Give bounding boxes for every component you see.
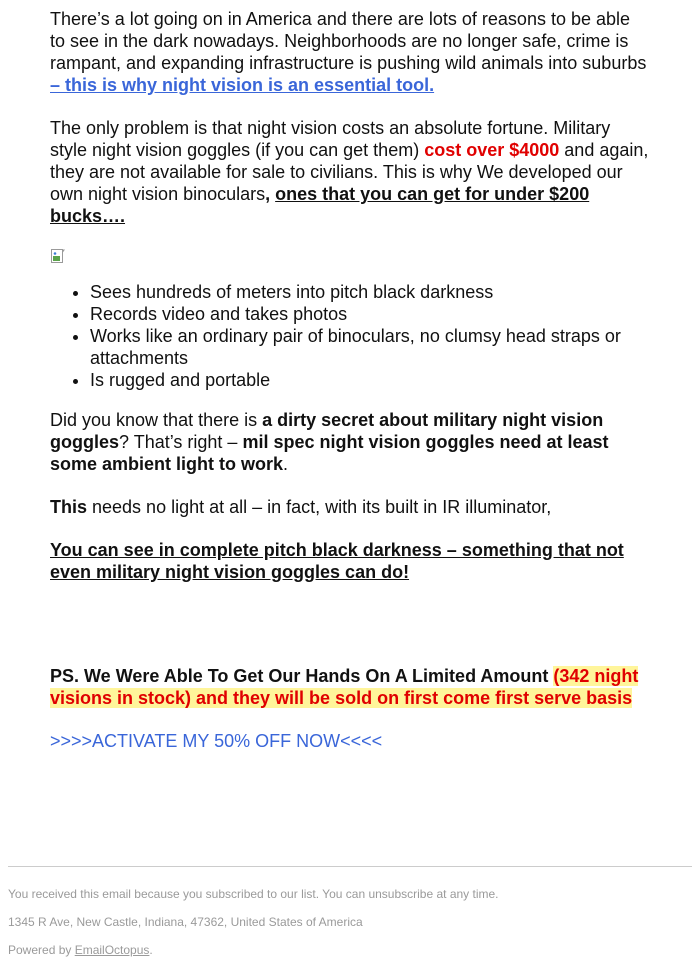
intro-text: There’s a lot going on in America and there are lots of reasons to be able to see in the dark nowadays. Neighborhoods are no longer safe, crime is rampant, and expanding infrastructure is pushing wild animals into suburbs	[50, 9, 647, 73]
price-highlight: cost over $4000	[424, 140, 560, 160]
feature-item: • Sees hundreds of meters into pitch black darkness	[90, 281, 650, 303]
stock-highlight: (342 night visions in stock) and they will be sold on first come first serve basis	[50, 666, 639, 708]
no-light-text: needs no light at all – in fact, with its built in IR illuminator,	[87, 497, 552, 517]
pitch-black-claim: You can see in complete pitch black darkness – something that not even military night vision goggles can do!	[50, 540, 624, 582]
email-body	[50, 8, 650, 773]
postal-address: 1345 R Ave, New Castle, Indiana, 47362, United States of America	[8, 915, 363, 929]
powered-by-prefix: Powered by	[8, 943, 75, 957]
secret-text-3: .	[283, 454, 289, 474]
secret-bold-2: mil spec night vision goggles need at least some ambient light to work	[50, 432, 609, 474]
problem-text-1: The only problem is that night vision costs an absolute fortune. Military style night vision goggles (if you can get them)	[50, 118, 611, 160]
secret-bold-1: a dirty secret about military night vision goggles	[50, 410, 604, 452]
under-200-claim: ones that you can get for under $200 bucks….	[50, 184, 590, 226]
cta-paragraph	[50, 730, 650, 752]
problem-text-2: and again, they are not available for sale to civilians. This is why We developed our own night vision binoculars	[50, 140, 649, 204]
powered-by	[8, 940, 692, 960]
intro-paragraph	[50, 8, 650, 96]
feature-item: • Records video and takes photos	[90, 303, 650, 325]
no-light-paragraph	[50, 496, 650, 518]
secret-paragraph	[50, 409, 650, 475]
this-bold: This	[50, 497, 88, 517]
emailoctopus-link[interactable]: EmailOctopus	[74, 943, 150, 957]
ps-paragraph	[50, 665, 650, 709]
feature-item: • Is rugged and portable	[90, 369, 650, 391]
subscription-notice: You received this email because you subscribed to our list. You can unsubscribe at any time.	[8, 887, 499, 901]
ps-lead: PS. We Were Able To Get Our Hands On A Limited Amount	[50, 666, 554, 686]
problem-comma: ,	[265, 184, 276, 204]
spacer	[50, 604, 650, 665]
footer-divider	[8, 866, 692, 867]
features-list	[50, 281, 650, 391]
problem-paragraph	[50, 117, 650, 227]
secret-text-1: Did you know that there is	[50, 410, 263, 430]
broken-image-icon	[50, 248, 66, 264]
secret-text-2: ? That’s right –	[119, 432, 243, 452]
claim-paragraph	[50, 539, 650, 583]
activate-discount-link[interactable]: >>>>ACTIVATE MY 50% OFF NOW<<<<	[50, 731, 383, 751]
email-footer	[8, 884, 692, 968]
feature-item: • Works like an ordinary pair of binoculars, no clumsy head straps or attachments	[90, 325, 650, 369]
intro-link[interactable]: – this is why night vision is an essential tool.	[50, 75, 435, 95]
powered-by-suffix: .	[149, 943, 153, 957]
